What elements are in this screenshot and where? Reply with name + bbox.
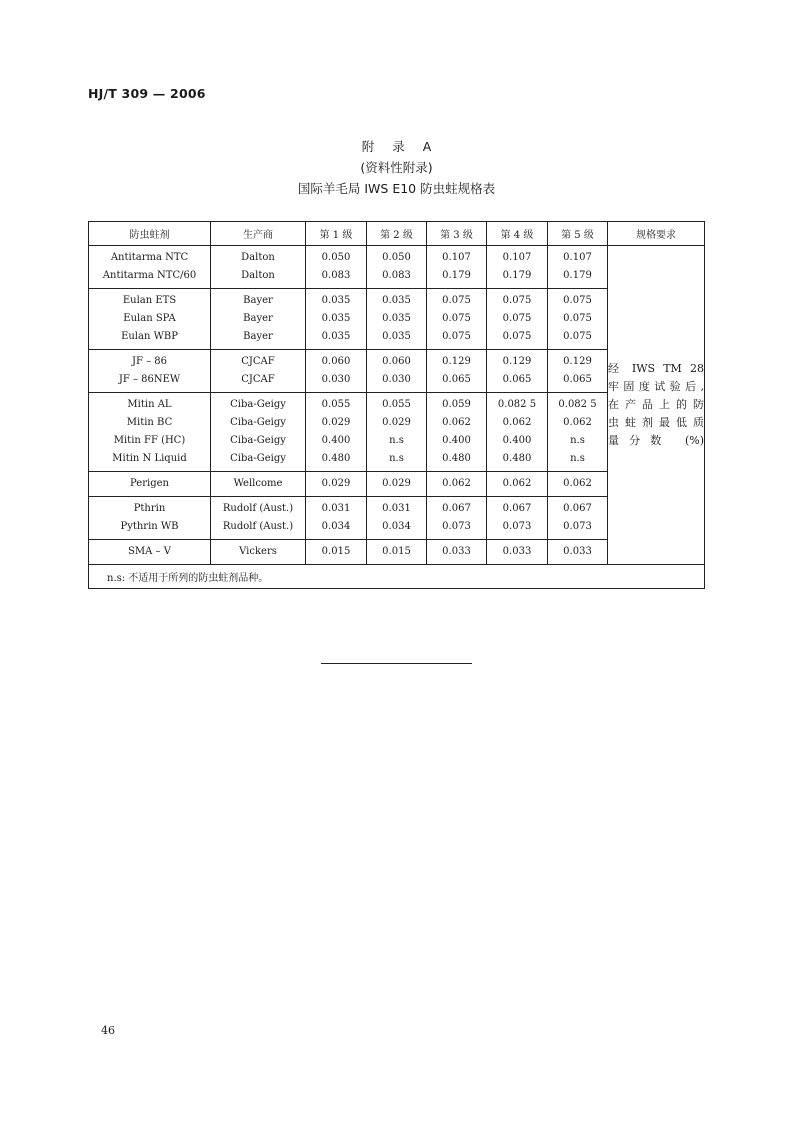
grade-3-value: 0.062: [442, 478, 471, 489]
agent-value: Mitin AL: [127, 399, 172, 410]
agent-value: Pthrin: [133, 503, 166, 514]
agent-value: Eulan SPA: [123, 313, 176, 324]
agent-value: Mitin N Liquid: [112, 453, 187, 464]
grade-4-value: 0.129: [502, 356, 532, 367]
maker-cell: [211, 393, 306, 472]
grade-5-value: 0.075: [563, 331, 592, 342]
maker-value: Rudolf (Aust.): [222, 503, 294, 514]
grade-3-cell: [427, 393, 487, 472]
grade-5-value: 0.179: [563, 270, 592, 281]
grade-2-value: n.s: [389, 435, 404, 446]
header-grade-3: 第 3 级: [427, 222, 487, 246]
grade-1-cell: [306, 246, 367, 289]
agent-cell: [89, 497, 211, 540]
grade-1-value: 0.015: [321, 546, 351, 557]
grade-1-value: 0.029: [321, 478, 351, 489]
grade-4-cell: [487, 540, 548, 565]
grade-1-value: 0.035: [321, 313, 351, 324]
grade-4-value: 0.033: [502, 546, 532, 557]
grade-3-cell: [427, 246, 487, 289]
grade-1-cell: [306, 350, 367, 393]
grade-2-value: n.s: [389, 453, 404, 464]
grade-2-value: 0.015: [382, 546, 411, 557]
grade-2-value: 0.035: [382, 331, 411, 342]
agent-cell: [89, 393, 211, 472]
grade-3-value: 0.059: [442, 399, 471, 410]
grade-5-value: 0.107: [563, 252, 592, 263]
grade-4-value: 0.107: [502, 252, 532, 263]
grade-5-value: 0.073: [563, 521, 592, 532]
grade-5-value: n.s: [570, 453, 585, 464]
grade-4-cell: [487, 350, 548, 393]
agent-value: Mitin BC: [126, 417, 173, 428]
grade-5-value: n.s: [570, 435, 585, 446]
grade-4-cell: [487, 497, 548, 540]
grade-5-cell: [548, 246, 608, 289]
maker-value: Bayer: [243, 295, 273, 306]
grade-5-value: 0.129: [563, 356, 592, 367]
maker-cell: [211, 350, 306, 393]
table-header-row: [89, 222, 705, 246]
maker-value: Vickers: [239, 546, 277, 557]
grade-5-cell: [548, 540, 608, 565]
grade-1-value: 0.030: [321, 374, 351, 385]
grade-3-cell: [427, 350, 487, 393]
grade-1-value: 0.055: [321, 399, 351, 410]
grade-3-value: 0.179: [442, 270, 471, 281]
grade-2-cell: [367, 350, 427, 393]
grade-4-value: 0.075: [502, 331, 532, 342]
agent-value: Antitarma NTC/60: [102, 270, 197, 281]
grade-2-value: 0.031: [382, 503, 411, 514]
grade-4-value: 0.065: [502, 374, 532, 385]
maker-value: Ciba-Geigy: [230, 453, 286, 464]
grade-5-cell: [548, 289, 608, 350]
grade-1-value: 0.480: [321, 453, 351, 464]
grade-5-value: 0.062: [563, 478, 592, 489]
requirement-line: 在产品上的防: [608, 398, 704, 411]
agent-value: Perigen: [130, 478, 169, 489]
agent-value: SMA – V: [128, 546, 171, 557]
grade-1-value: 0.050: [321, 252, 351, 263]
maker-cell: [211, 246, 306, 289]
grade-1-value: 0.029: [321, 417, 351, 428]
requirement-line: 经 IWS TM 28: [608, 362, 704, 375]
grade-2-value: 0.055: [382, 399, 411, 410]
grade-5-value: 0.033: [563, 546, 592, 557]
agent-cell: [89, 350, 211, 393]
grade-1-cell: [306, 540, 367, 565]
grade-5-cell: [548, 472, 608, 497]
maker-value: Dalton: [241, 270, 275, 281]
grade-5-cell: [548, 393, 608, 472]
grade-4-value: 0.062: [502, 417, 532, 428]
grade-4-value: 0.062: [502, 478, 532, 489]
header-maker: 生产商: [211, 222, 306, 246]
grade-4-cell: [487, 393, 548, 472]
requirement-line: 量分数 (%): [608, 434, 704, 447]
header-grade-2: 第 2 级: [367, 222, 427, 246]
grade-3-cell: [427, 472, 487, 497]
grade-5-value: 0.062: [563, 417, 592, 428]
grade-3-value: 0.400: [442, 435, 471, 446]
grade-5-value: 0.075: [563, 295, 592, 306]
grade-4-value: 0.073: [502, 521, 532, 532]
maker-value: Ciba-Geigy: [230, 417, 286, 428]
mothproof-spec-table: [88, 221, 705, 589]
grade-3-value: 0.480: [442, 453, 471, 464]
grade-3-value: 0.107: [442, 252, 471, 263]
grade-5-value: 0.067: [563, 503, 592, 514]
grade-3-cell: [427, 497, 487, 540]
grade-1-value: 0.400: [321, 435, 351, 446]
grade-3-cell: [427, 289, 487, 350]
grade-2-cell: [367, 497, 427, 540]
standard-code: HJ/T 309 — 2006: [88, 86, 206, 101]
grade-3-value: 0.073: [442, 521, 471, 532]
agent-value: JF – 86NEW: [118, 374, 181, 385]
grade-1-value: 0.083: [321, 270, 351, 281]
agent-value: Eulan WBP: [121, 331, 178, 342]
table-body: [89, 246, 705, 565]
grade-5-value: 0.065: [563, 374, 592, 385]
grade-3-value: 0.129: [442, 356, 471, 367]
grade-2-cell: [367, 246, 427, 289]
agent-value: Mitin FF (HC): [113, 435, 186, 446]
grade-2-cell: [367, 472, 427, 497]
grade-2-cell: [367, 289, 427, 350]
grade-3-value: 0.075: [442, 331, 471, 342]
annex-heading: [0, 136, 793, 199]
grade-3-value: 0.075: [442, 295, 471, 306]
maker-value: CJCAF: [241, 356, 275, 367]
grade-2-value: 0.034: [382, 521, 411, 532]
maker-cell: [211, 472, 306, 497]
header-grade-5: 第 5 级: [548, 222, 608, 246]
header-grade-1: 第 1 级: [306, 222, 367, 246]
grade-1-value: 0.060: [321, 356, 351, 367]
grade-3-value: 0.075: [442, 313, 471, 324]
grade-5-cell: [548, 497, 608, 540]
agent-value: Antitarma NTC: [110, 252, 189, 263]
grade-1-value: 0.031: [321, 503, 351, 514]
grade-1-cell: [306, 393, 367, 472]
maker-value: Rudolf (Aust.): [222, 521, 294, 532]
maker-cell: [211, 497, 306, 540]
grade-5-value: 0.082 5: [558, 399, 597, 410]
maker-cell: [211, 540, 306, 565]
maker-cell: [211, 289, 306, 350]
grade-3-value: 0.067: [442, 503, 471, 514]
grade-2-cell: [367, 393, 427, 472]
grade-4-cell: [487, 246, 548, 289]
header-requirement: 规格要求: [608, 222, 705, 246]
agent-cell: [89, 289, 211, 350]
grade-2-value: 0.035: [382, 313, 411, 324]
grade-4-value: 0.082 5: [497, 399, 537, 410]
requirement-line: 牢固度试验后,: [608, 380, 704, 393]
grade-4-value: 0.480: [502, 453, 532, 464]
agent-value: JF – 86: [131, 356, 168, 367]
grade-1-value: 0.035: [321, 331, 351, 342]
agent-value: Pythrin WB: [120, 521, 179, 532]
agent-value: Eulan ETS: [122, 295, 177, 306]
maker-value: Dalton: [241, 252, 275, 263]
grade-1-value: 0.035: [321, 295, 351, 306]
requirement-cell: [608, 246, 705, 565]
grade-4-cell: [487, 289, 548, 350]
maker-value: Bayer: [243, 313, 273, 324]
grade-4-value: 0.400: [502, 435, 532, 446]
requirement-line: 虫蛀剂最低质: [608, 416, 704, 429]
header-agent: 防虫蛀剂: [89, 222, 211, 246]
grade-4-value: 0.075: [502, 313, 532, 324]
grade-3-value: 0.065: [442, 374, 471, 385]
grade-1-cell: [306, 472, 367, 497]
grade-2-value: 0.030: [382, 374, 411, 385]
annex-type: (资料性附录): [360, 160, 433, 175]
grade-4-value: 0.075: [502, 295, 532, 306]
grade-2-value: 0.083: [382, 270, 411, 281]
grade-1-value: 0.034: [321, 521, 351, 532]
table-note: n.s: 不适用于所列的防虫蛀剂品种。: [89, 565, 705, 589]
grade-3-value: 0.033: [442, 546, 471, 557]
grade-2-value: 0.060: [382, 356, 411, 367]
grade-4-cell: [487, 472, 548, 497]
annex-label: 附 录 A: [361, 139, 439, 154]
grade-2-value: 0.050: [382, 252, 411, 263]
grade-2-value: 0.029: [382, 417, 411, 428]
grade-4-value: 0.179: [502, 270, 532, 281]
grade-1-cell: [306, 289, 367, 350]
grade-5-cell: [548, 350, 608, 393]
header-grade-4: 第 4 级: [487, 222, 548, 246]
table-row: [89, 246, 705, 289]
maker-value: Ciba-Geigy: [230, 399, 286, 410]
end-rule: [321, 663, 472, 664]
maker-value: Ciba-Geigy: [230, 435, 286, 446]
grade-3-cell: [427, 540, 487, 565]
page-number: 46: [101, 1024, 115, 1037]
agent-cell: [89, 540, 211, 565]
grade-5-value: 0.075: [563, 313, 592, 324]
grade-4-value: 0.067: [502, 503, 532, 514]
grade-1-cell: [306, 497, 367, 540]
agent-cell: [89, 472, 211, 497]
agent-cell: [89, 246, 211, 289]
grade-2-value: 0.029: [382, 478, 411, 489]
grade-2-cell: [367, 540, 427, 565]
maker-value: Wellcome: [233, 478, 283, 489]
grade-3-value: 0.062: [442, 417, 471, 428]
maker-value: Bayer: [243, 331, 273, 342]
grade-2-value: 0.035: [382, 295, 411, 306]
note-row: [89, 565, 705, 589]
annex-title: 国际羊毛局 IWS E10 防虫蛀规格表: [297, 181, 496, 196]
maker-value: CJCAF: [241, 374, 275, 385]
